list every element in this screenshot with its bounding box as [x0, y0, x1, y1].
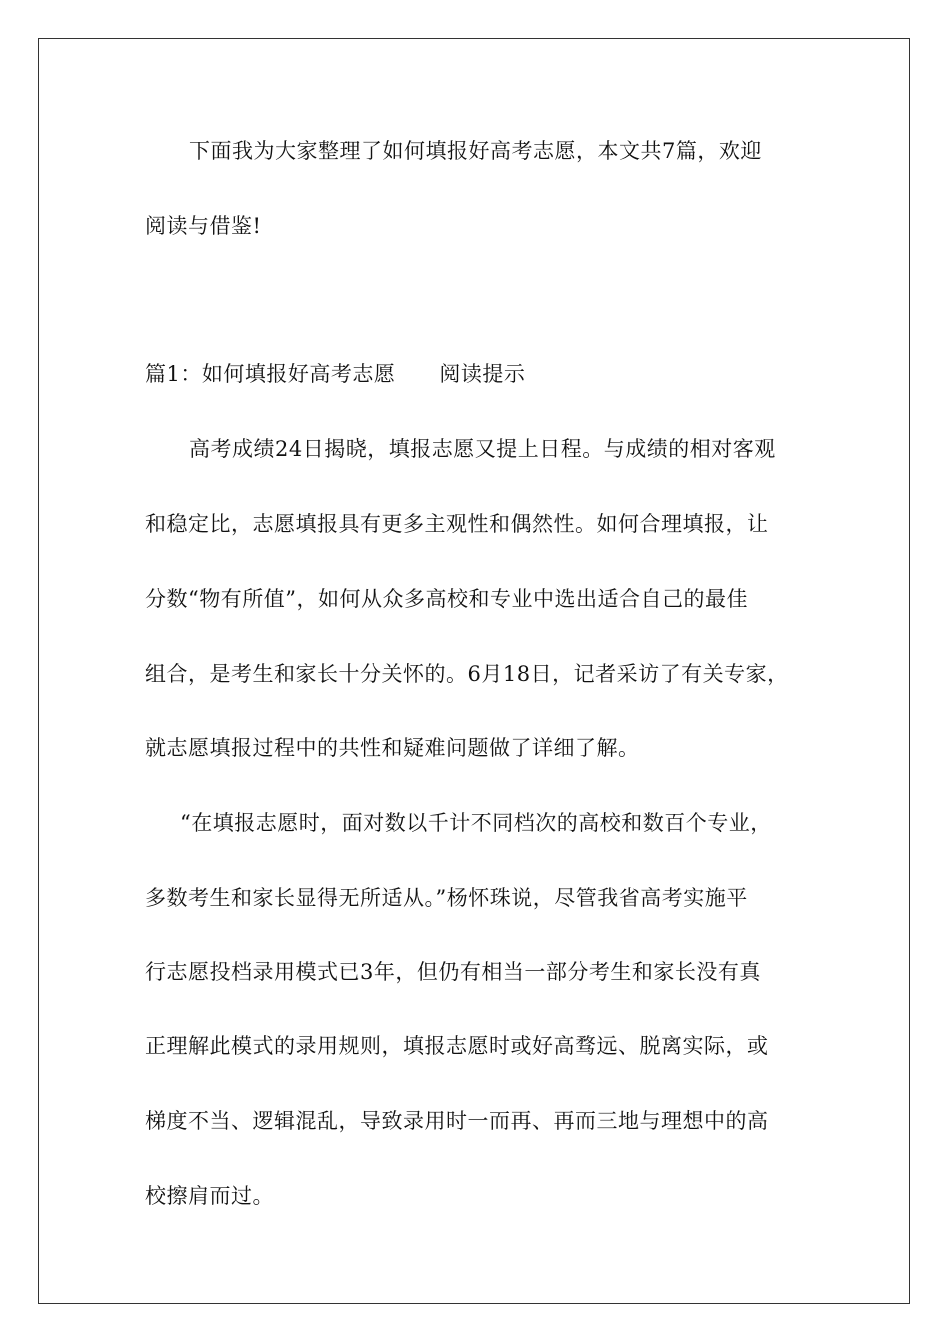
para2-line-3: 行志愿投档录用模式已3年，但仍有相当一部分考生和家长没有真	[145, 960, 761, 984]
para1-line-4: 组合，是考生和家长十分关怀的。6月18日，记者采访了有关专家，	[145, 662, 789, 686]
intro-line-1: 下面我为大家整理了如何填报好高考志愿，本文共7篇，欢迎	[189, 139, 762, 163]
para2-line-4: 正理解此模式的录用规则，填报志愿时或好高骛远、脱离实际，或	[145, 1034, 769, 1058]
para2-line-1: “在填报志愿时，面对数以千计不同档次的高校和数百个专业，	[180, 811, 772, 835]
para2-line-6: 校擦肩而过。	[145, 1184, 274, 1208]
para1-line-2: 和稳定比，志愿填报具有更多主观性和偶然性。如何合理填报，让	[145, 512, 769, 536]
para1-line-3: 分数“物有所值”，如何从众多高校和专业中选出适合自己的最佳	[145, 587, 748, 611]
para1-line-5: 就志愿填报过程中的共性和疑难问题做了详细了解。	[145, 736, 640, 760]
para1-line-1: 高考成绩24日揭晓，填报志愿又提上日程。与成绩的相对客观	[189, 437, 776, 461]
para2-line-5: 梯度不当、逻辑混乱，导致录用时一而再、再而三地与理想中的高	[145, 1109, 769, 1133]
section-heading-title: 篇1：如何填报好高考志愿	[145, 362, 396, 386]
section-heading-hint: 阅读提示	[439, 362, 526, 386]
section-heading	[145, 359, 525, 389]
para2-line-2: 多数考生和家长显得无所适从。”杨怀珠说，尽管我省高考实施平	[145, 886, 748, 910]
intro-line-2: 阅读与借鉴!	[145, 214, 262, 238]
